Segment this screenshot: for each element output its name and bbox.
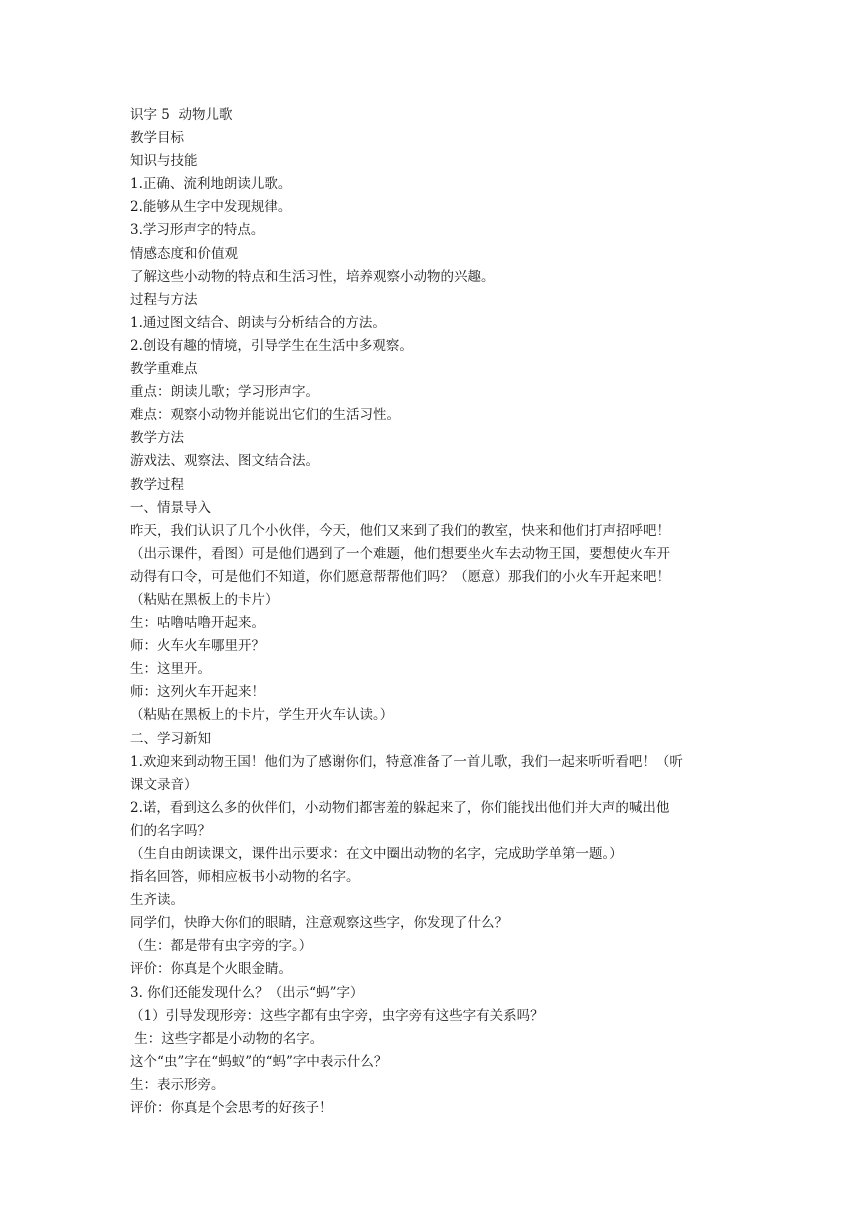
section-heading: 教学方法 xyxy=(130,430,184,447)
text-line: 评价：你真是个火眼金睛。 xyxy=(130,961,292,978)
text-line: 3.学习形声字的特点。 xyxy=(130,222,265,239)
text-line: 难点：观察小动物并能说出它们的生活习性。 xyxy=(130,407,400,424)
text-line: 生：这里开。 xyxy=(130,661,211,678)
text-line: 评价：你真是个会思考的好孩子！ xyxy=(130,1100,333,1117)
text-line: （1）引导发现形旁：这些字都有虫字旁，虫字旁有这些字有关系吗？ xyxy=(130,1007,544,1024)
text-line: 3. 你们还能发现什么？（出示“蚂”字） xyxy=(130,984,364,1001)
text-line: （粘贴在黑板上的卡片，学生开火车认读。） xyxy=(130,707,394,724)
text-line: （出示课件，看图）可是他们遇到了一个难题，他们想要坐火车去动物王国，要想使火车开 xyxy=(130,545,670,562)
text-line: 师：火车火车哪里开？ xyxy=(130,638,265,655)
text-line: （生自由朗读课文，课件出示要求：在文中圈出动物的名字，完成助学单第一题。） xyxy=(130,846,623,862)
text-line: 这个“虫”字在“蚂蚁”的“蚂”字中表示什么？ xyxy=(130,1053,388,1070)
text-line: 动得有口令，可是他们不知道，你们愿意帮帮他们吗？（愿意）那我们的小火车开起来吧！ xyxy=(130,568,670,585)
subsection-heading: 一、情景导入 xyxy=(130,499,211,516)
text-line: 1.欢迎来到动物王国！他们为了感谢你们，特意准备了一首儿歌，我们一起来听听看吧！（听 xyxy=(130,753,683,770)
text-line: 2.诺，看到这么多的伙伴们，小动物们都害羞的躲起来了，你们能找出他们并大声的喊出他 xyxy=(130,799,670,816)
text-line: （粘贴在黑板上的卡片） xyxy=(130,591,279,608)
section-heading: 教学过程 xyxy=(130,476,184,493)
text-line: 昨天，我们认识了几个小伙伴，今天，他们又来到了我们的教室，快来和他们打声招呼吧！ xyxy=(130,522,670,539)
text-line: 课文录音） xyxy=(130,776,198,793)
text-line: 指名回答，师相应板书小动物的名字。 xyxy=(130,869,360,886)
text-line: 师：这列火车开起来！ xyxy=(130,684,265,701)
document-page xyxy=(130,104,732,1120)
text-line: 重点：朗读儿歌；学习形声字。 xyxy=(130,384,319,401)
text-line: 生齐读。 xyxy=(130,892,184,909)
text-line: 们的名字吗？ xyxy=(130,822,211,839)
text-line: 2.能够从生字中发现规律。 xyxy=(130,199,292,216)
text-line: 生：这些字都是小动物的名字。 xyxy=(130,1030,324,1047)
text-line: 生：表示形旁。 xyxy=(130,1076,225,1093)
section-heading: 教学目标 xyxy=(130,130,184,147)
text-line: 2.创设有趣的情境，引导学生在生活中多观察。 xyxy=(130,337,413,354)
subsection-heading: 知识与技能 xyxy=(130,153,198,170)
text-line: 了解这些小动物的特点和生活习性，培养观察小动物的兴趣。 xyxy=(130,268,495,285)
subsection-heading: 情感态度和价值观 xyxy=(130,245,238,262)
subsection-heading: 过程与方法 xyxy=(130,291,198,308)
text-line: 1.正确、流利地朗读儿歌。 xyxy=(130,176,292,193)
text-line: 1.通过图文结合、朗读与分析结合的方法。 xyxy=(130,314,386,331)
subsection-heading: 二、学习新知 xyxy=(130,730,211,747)
document-title: 识字 5 动物儿歌 xyxy=(130,107,233,123)
text-line: 游戏法、观察法、图文结合法。 xyxy=(130,453,319,470)
text-line: 同学们，快睁大你们的眼睛，注意观察这些字，你发现了什么？ xyxy=(130,915,508,932)
text-line: （生：都是带有虫字旁的字。） xyxy=(130,938,313,955)
section-heading: 教学重难点 xyxy=(130,361,198,378)
text-line: 生：咕噜咕噜开起来。 xyxy=(130,615,265,632)
